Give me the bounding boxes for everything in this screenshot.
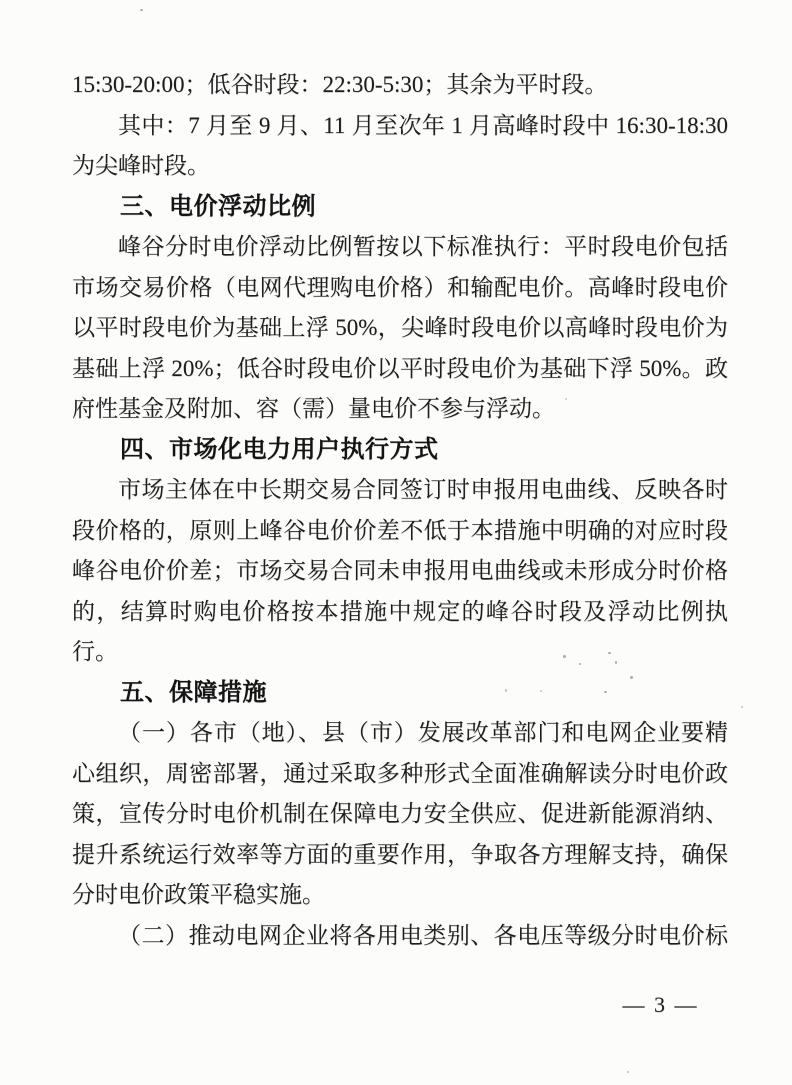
text-line: 15:30-20:00；低谷时段：22:30-5:30；其余为平时段。 [72,72,608,97]
text-line: （二）推动电网企业将各用电类别、各电压等级分时电价标 [118,922,728,948]
text-line: 其中：7 月至 9 月、11 月至次年 1 月高峰时段中 16:30-18:30 [118,112,728,138]
text-line: 段价格的，原则上峰谷电价价差不低于本措施中明确的对应时段 [72,517,728,543]
text-line: 市场交易价格（电网代理购电价格）和输配电价。高峰时段电价 [72,274,728,300]
text-line: 峰谷分时电价浮动比例暂按以下标准执行：平时段电价包括 [118,234,728,259]
text-line: 基础上浮 20%；低谷时段电价以平时段电价为基础下浮 50%。政 [72,355,728,381]
text-line: 为尖峰时段。 [72,153,210,178]
section-heading: 五、保障措施 [120,678,267,706]
page-number: — 3 — [622,992,699,1017]
text-line: 策，宣传分时电价机制在保障电力安全供应、促进新能源消纳、 [72,801,728,826]
text-line: 心组织，周密部署，通过采取多种形式全面准确解读分时电价政 [72,760,728,786]
scan-noise [140,9,143,11]
text-line: 分时电价政策平稳实施。 [72,882,325,907]
scan-noise [741,706,743,708]
text-line: 府性基金及附加、容（需）量电价不参与浮动。 [72,396,555,421]
text-line: 的，结算时购电价格按本措施中规定的峰谷时段及浮动比例执 [72,598,728,624]
text-line: 峰谷电价价差；市场交易合同未申报用电曲线或未形成分时价格 [72,558,728,583]
text-line: 行。 [72,639,118,664]
text-line: （一）各市（地）、县（市）发展改革部门和电网企业要精 [118,720,728,745]
text-line: 提升系统运行效率等方面的重要作用，争取各方理解支持，确保 [72,841,728,867]
text-line: 市场主体在中长期交易合同签订时申报用电曲线、反映各时 [118,477,728,502]
section-heading: 四、市场化电力用户执行方式 [120,435,439,463]
section-heading: 三、电价浮动比例 [120,192,316,220]
text-line: 以平时段电价为基础上浮 50%，尖峰时段电价以高峰时段电价为 [72,315,728,340]
scan-noise [627,1071,629,1073]
document-body [72,65,728,956]
